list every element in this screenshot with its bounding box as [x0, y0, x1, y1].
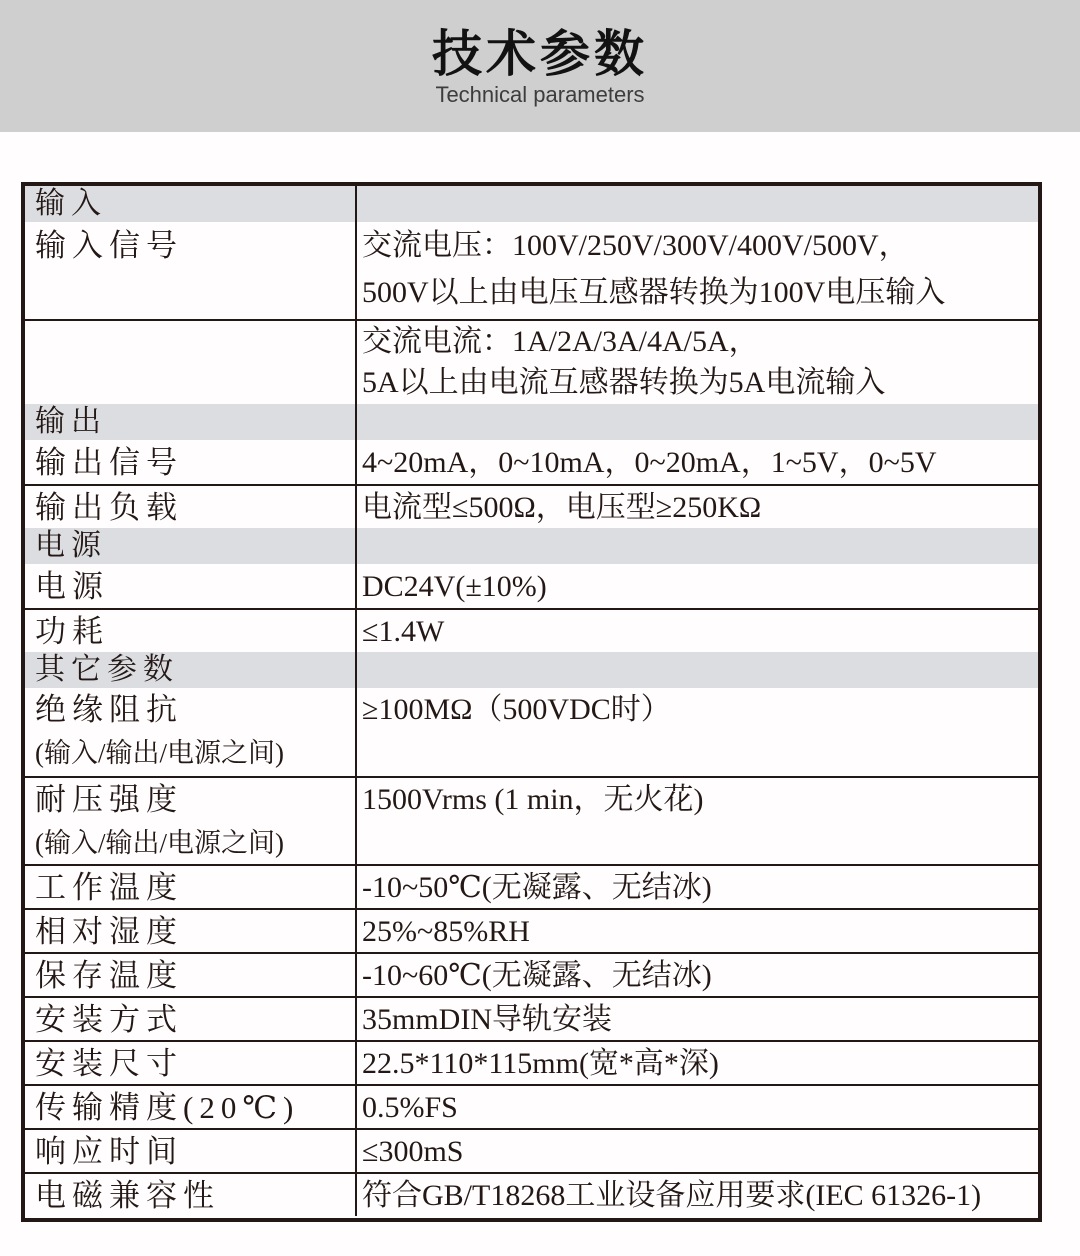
table-row-emc [25, 1172, 1038, 1216]
param-name: 绝缘阻抗 (输入/输出/电源之间) [35, 692, 284, 768]
header-band [0, 0, 1080, 132]
param-name: 保存温度 [35, 957, 183, 993]
param-name: 相对湿度 [35, 913, 183, 949]
section-spacer [355, 404, 1038, 440]
param-value: 1500Vrms (1 min，无火花) [355, 778, 1038, 864]
param-name: 安装尺寸 [35, 1045, 183, 1081]
param-value: -10~60℃(无凝露、无结冰) [355, 954, 1038, 996]
table-row-transmission-accuracy [25, 1084, 1038, 1128]
section-title: 电源 [35, 529, 107, 562]
table-row-mounting-dimensions [25, 1040, 1038, 1084]
param-value: ≥100MΩ（500VDC时） [355, 688, 1038, 776]
spec-table [21, 182, 1042, 1222]
param-value: 0.5%FS [355, 1086, 1038, 1128]
table-row-output-signal [25, 440, 1038, 484]
table-row-power-consumption [25, 608, 1038, 652]
table-row-power-supply [25, 564, 1038, 608]
param-value: -10~50℃(无凝露、无结冰) [355, 866, 1038, 908]
table-row-response-time [25, 1128, 1038, 1172]
param-name [25, 321, 355, 404]
table-row-input-signal [25, 222, 1038, 319]
param-name: 输出信号 [35, 444, 183, 480]
param-value: ≤1.4W [355, 610, 1038, 652]
param-name: 工作温度 [35, 869, 183, 905]
param-value: 35mmDIN导轨安装 [355, 998, 1038, 1040]
section-row-input [25, 186, 1038, 222]
param-value: 4~20mA，0~10mA，0~20mA，1~5V，0~5V [355, 440, 1038, 484]
table-row-input-signal-current [25, 319, 1038, 404]
table-row-output-load [25, 484, 1038, 528]
section-spacer [355, 652, 1038, 688]
param-name: 耐压强度 (输入/输出/电源之间) [35, 782, 284, 858]
param-name: 输出负载 [35, 489, 183, 525]
param-value: 电流型≤500Ω，电压型≥250KΩ [355, 486, 1038, 528]
param-value: 符合GB/T18268工业设备应用要求(IEC 61326-1) [355, 1174, 1038, 1216]
table-row-storage-temperature [25, 952, 1038, 996]
param-name: 输入信号 [35, 228, 183, 263]
section-row-other-params [25, 652, 1038, 688]
section-spacer [355, 186, 1038, 222]
param-name: 安装方式 [35, 1001, 183, 1037]
param-name: 传输精度(20℃) [35, 1089, 300, 1125]
table-row-operating-temperature [25, 864, 1038, 908]
section-row-power [25, 528, 1038, 564]
section-row-output [25, 404, 1038, 440]
param-name: 响应时间 [35, 1133, 183, 1169]
param-value: 交流电压：100V/250V/300V/400V/500V， 500V以上由电压互感器转换为100V电压输入 [355, 222, 1038, 319]
section-title: 输出 [35, 405, 107, 438]
section-title: 输入 [35, 187, 107, 220]
param-value: 22.5*110*115mm(宽*高*深) [355, 1042, 1038, 1084]
param-name: 电源 [35, 568, 109, 604]
param-value: ≤300mS [355, 1130, 1038, 1172]
param-name: 电磁兼容性 [35, 1177, 220, 1213]
table-row-withstand-voltage [25, 776, 1038, 864]
param-value: DC24V(±10%) [355, 564, 1038, 608]
table-row-mounting-method [25, 996, 1038, 1040]
page-title: 技术参数 [432, 26, 648, 82]
param-value: 交流电流：1A/2A/3A/4A/5A， 5A以上由电流互感器转换为5A电流输入 [355, 321, 1038, 404]
section-spacer [355, 528, 1038, 564]
table-row-relative-humidity [25, 908, 1038, 952]
param-name: 功耗 [35, 613, 109, 649]
page-subtitle: Technical parameters [435, 82, 645, 107]
param-value: 25%~85%RH [355, 910, 1038, 952]
section-title: 其它参数 [35, 653, 179, 686]
table-row-insulation-resistance [25, 688, 1038, 776]
